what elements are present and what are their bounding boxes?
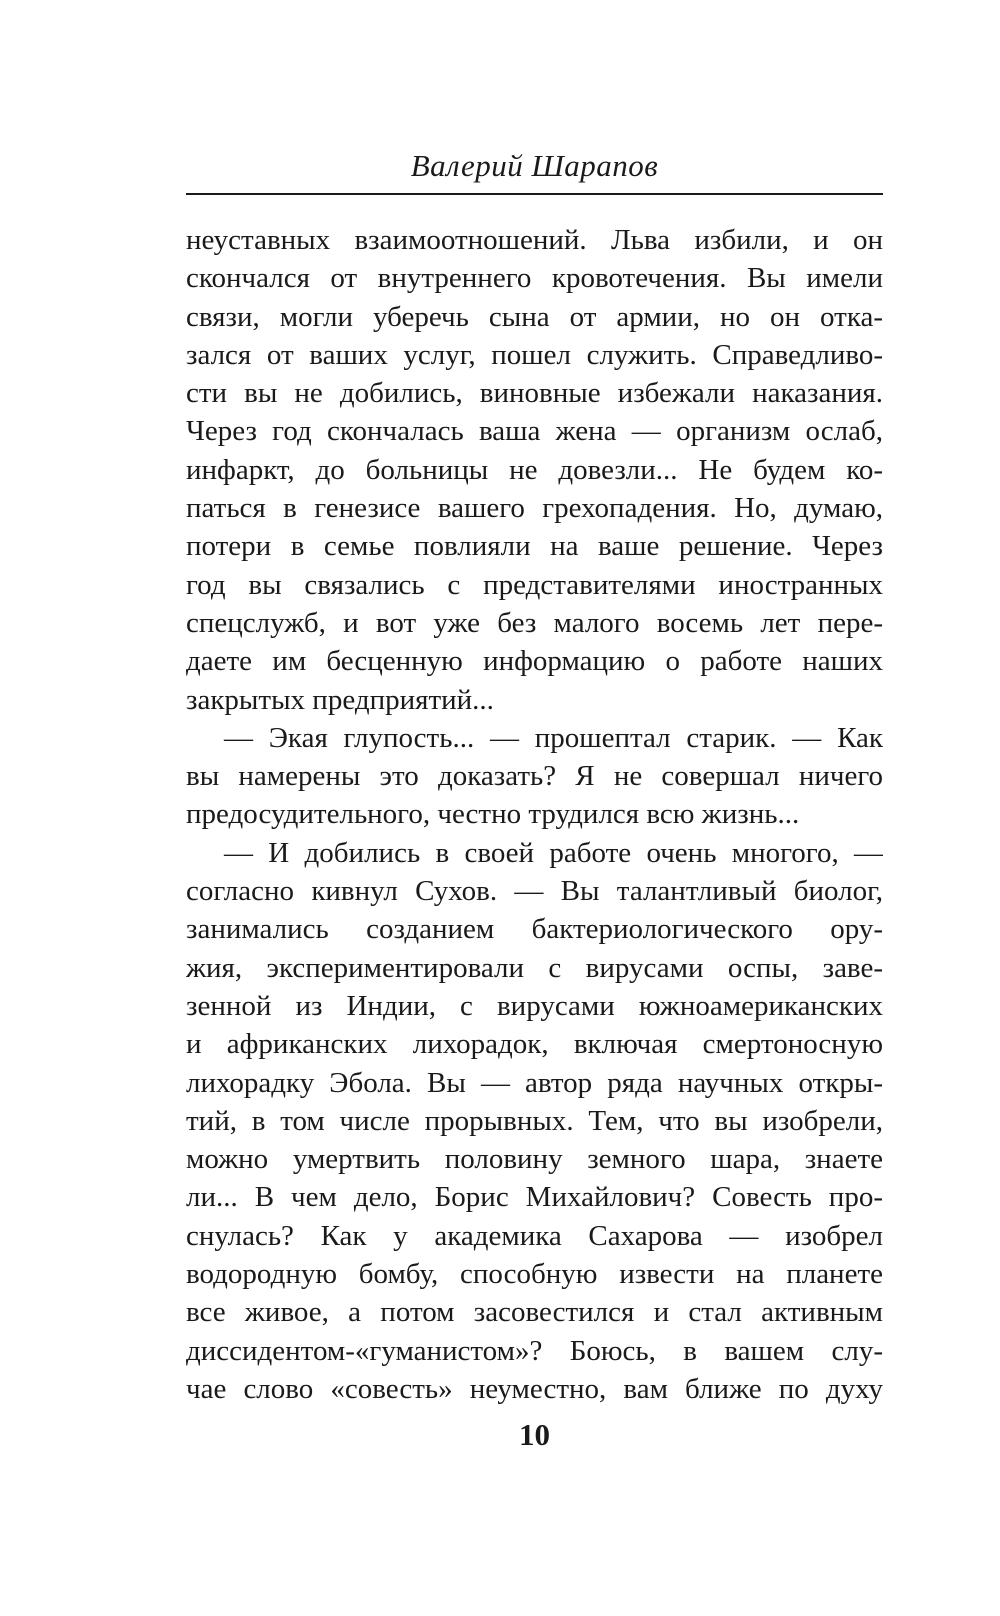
text-line: тий, в том числе прорывных. Тем, что вы изобрели, <box>186 1104 883 1137</box>
running-head-author: Валерий Шарапов <box>410 148 659 183</box>
body-text <box>186 221 883 1408</box>
text-line: скончался от внутреннего кровотечения. Вы имели <box>186 262 883 295</box>
text-line: занимались созданием бактериологического ору- <box>186 913 883 946</box>
text-line: зался от ваших услуг, пошел служить. Справедливо- <box>186 338 883 371</box>
text-line: предосудительного, честно трудился всю жизнь... <box>186 798 800 831</box>
text-line: и африканских лихорадок, включая смертоносную <box>186 1028 883 1061</box>
text-line: Через год скончалась ваша жена — организм ослаб, <box>186 415 883 448</box>
text-line: все живое, а потом засовестился и стал активным <box>186 1296 883 1329</box>
text-line: потери в семье повлияли на ваше решение. Через <box>186 530 883 563</box>
text-line: закрытых предприятий... <box>186 683 494 716</box>
text-line: даете им бесценную информацию о работе наших <box>186 645 883 678</box>
text-line: можно умертвить половину земного шара, знаете <box>186 1143 883 1176</box>
text-line: сти вы не добились, виновные избежали наказания. <box>186 377 883 410</box>
text-line: год вы связались с представителями иностранных <box>186 568 883 601</box>
text-line: ли... В чем дело, Борис Михайлович? Совесть про- <box>186 1181 883 1214</box>
text-line: вы намерены это доказать? Я не совершал ничего <box>186 760 883 793</box>
text-line: снулась? Как у академика Сахарова — изобрел <box>186 1219 883 1252</box>
text-line: водородную бомбу, способную извести на планете <box>186 1258 883 1291</box>
text-line: диссидентом-«гуманистом»? Боюсь, в вашем слу- <box>186 1334 883 1367</box>
text-line: спецслужб, и вот уже без малого восемь лет пере- <box>186 606 883 639</box>
text-line: паться в генезисе вашего грехопадения. Но, думаю, <box>186 492 883 525</box>
text-line: чае слово «совесть» неуместно, вам ближе по духу <box>186 1372 883 1405</box>
header-rule <box>186 193 883 195</box>
text-line: лихорадку Эбола. Вы — автор ряда научных откры- <box>186 1066 883 1099</box>
text-line: — И добились в своей работе очень многого, — <box>224 836 883 869</box>
text-line: — Экая глупость... — прошептал старик. — Как <box>224 721 883 754</box>
text-line: зенной из Индии, с вирусами южноамериканских <box>186 989 883 1022</box>
text-line: согласно кивнул Сухов. — Вы талантливый биолог, <box>186 875 883 908</box>
text-line: связи, могли уберечь сына от армии, но он отка- <box>186 300 883 333</box>
text-line: инфаркт, до больницы не довезли... Не будем ко- <box>186 453 883 486</box>
page-number: 10 <box>519 1417 550 1452</box>
text-line: неуставных взаимоотношений. Льва избили, и он <box>186 224 883 256</box>
text-line: жия, экспериментировали с вирусами оспы, заве- <box>186 951 883 984</box>
